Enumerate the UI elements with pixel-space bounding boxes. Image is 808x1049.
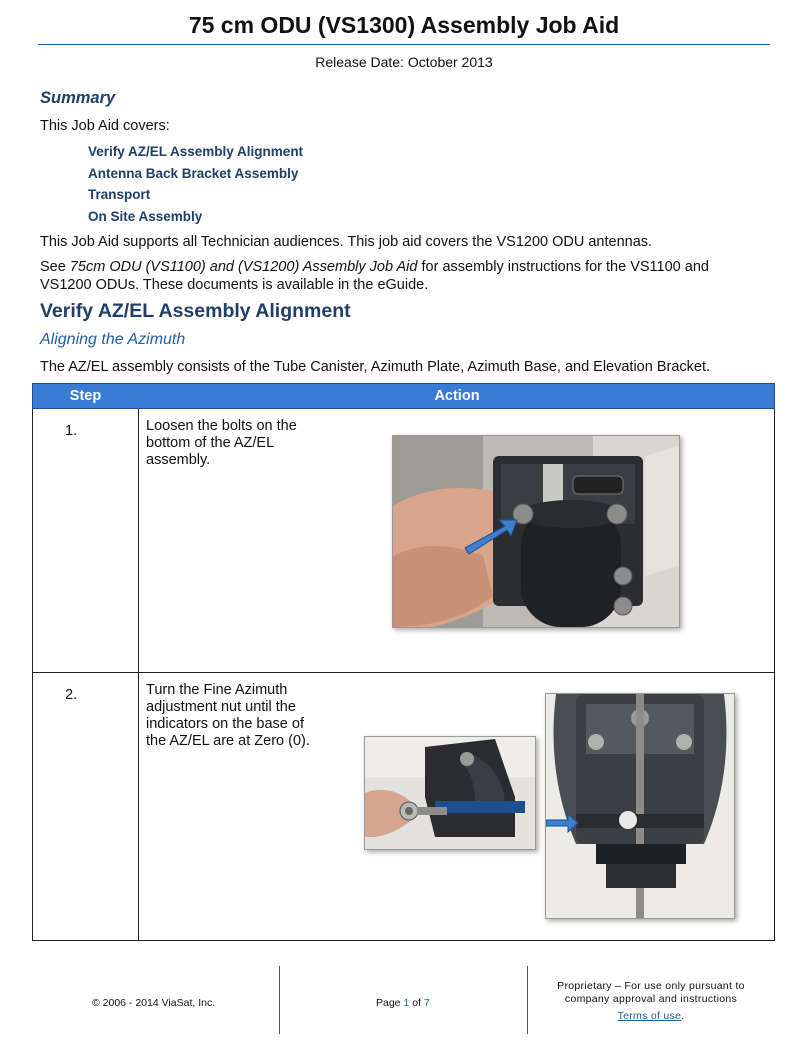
page-number: 1 [403, 997, 410, 1009]
summary-item-1: Verify AZ/EL Assembly Alignment [88, 144, 304, 159]
terms-suffix: . [681, 1010, 685, 1022]
see-rest: for assembly instructions for the VS1100 and [417, 259, 709, 275]
section-subheading: Aligning the Azimuth [40, 331, 186, 348]
title-divider [38, 44, 770, 45]
column-header-step: Step [69, 388, 102, 404]
page-of: of [409, 997, 424, 1009]
table-row [32, 673, 775, 941]
page-label: Page [376, 997, 404, 1009]
proprietary-notice [528, 980, 774, 1023]
see-reference-line-1 [40, 258, 709, 276]
summary-item-3: Transport [88, 187, 151, 202]
summary-intro: This Job Aid covers: [40, 118, 170, 134]
section-heading: Verify AZ/EL Assembly Alignment [40, 300, 351, 322]
table-row [32, 409, 775, 673]
summary-item-2: Antenna Back Bracket Assembly [88, 166, 299, 181]
column-divider [138, 673, 139, 940]
document-title: 75 cm ODU (VS1300) Assembly Job Aid [188, 12, 620, 38]
column-divider [138, 409, 139, 672]
see-prefix: See [40, 259, 70, 275]
column-header-action: Action [434, 388, 480, 404]
azel-bolts-illustration [393, 436, 679, 627]
proprietary-line-2: company approval and instructions [564, 993, 738, 1005]
step-action: Loosen the bolts on the bottom of the AZ/EL assembly. [146, 418, 297, 468]
azimuth-indicators-photo [545, 693, 735, 919]
section-intro: The AZ/EL assembly consists of the Tube Canister, Azimuth Plate, Azimuth Base, and Elevation Bracket. [40, 359, 711, 375]
azimuth-indicators-illustration [546, 694, 734, 918]
reference-doc-title: 75cm ODU (VS1100) and (VS1200) Assembly Job Aid [69, 259, 418, 275]
fine-azimuth-illustration [365, 737, 535, 849]
proprietary-line-1: Proprietary – For use only pursuant to [557, 980, 745, 992]
audience-text: This Job Aid supports all Technician audiences. This job aid covers the VS1200 ODU antennas. [40, 234, 653, 250]
fine-azimuth-nut-photo [364, 736, 536, 850]
summary-heading: Summary [40, 89, 116, 107]
step-number: 1. [65, 423, 78, 439]
terms-row [528, 1010, 774, 1023]
table-header [32, 383, 775, 409]
step-number: 2. [65, 687, 78, 703]
terms-of-use-link[interactable]: Terms of use [617, 1010, 682, 1022]
summary-item-4: On Site Assembly [88, 209, 203, 224]
page-total: 7 [423, 997, 430, 1009]
copyright: © 2006 - 2014 ViaSat, Inc. [92, 997, 216, 1009]
release-date: Release Date: October 2013 [315, 54, 493, 70]
azel-bolts-photo [392, 435, 680, 628]
footer-divider [279, 966, 280, 1034]
see-reference-line-2: VS1200 ODUs. These documents is available in the eGuide. [40, 277, 429, 293]
page-indicator [376, 997, 430, 1009]
step-action: Turn the Fine Azimuth adjustment nut until the indicators on the base of the AZ/EL are at Zero (0). [146, 682, 310, 749]
